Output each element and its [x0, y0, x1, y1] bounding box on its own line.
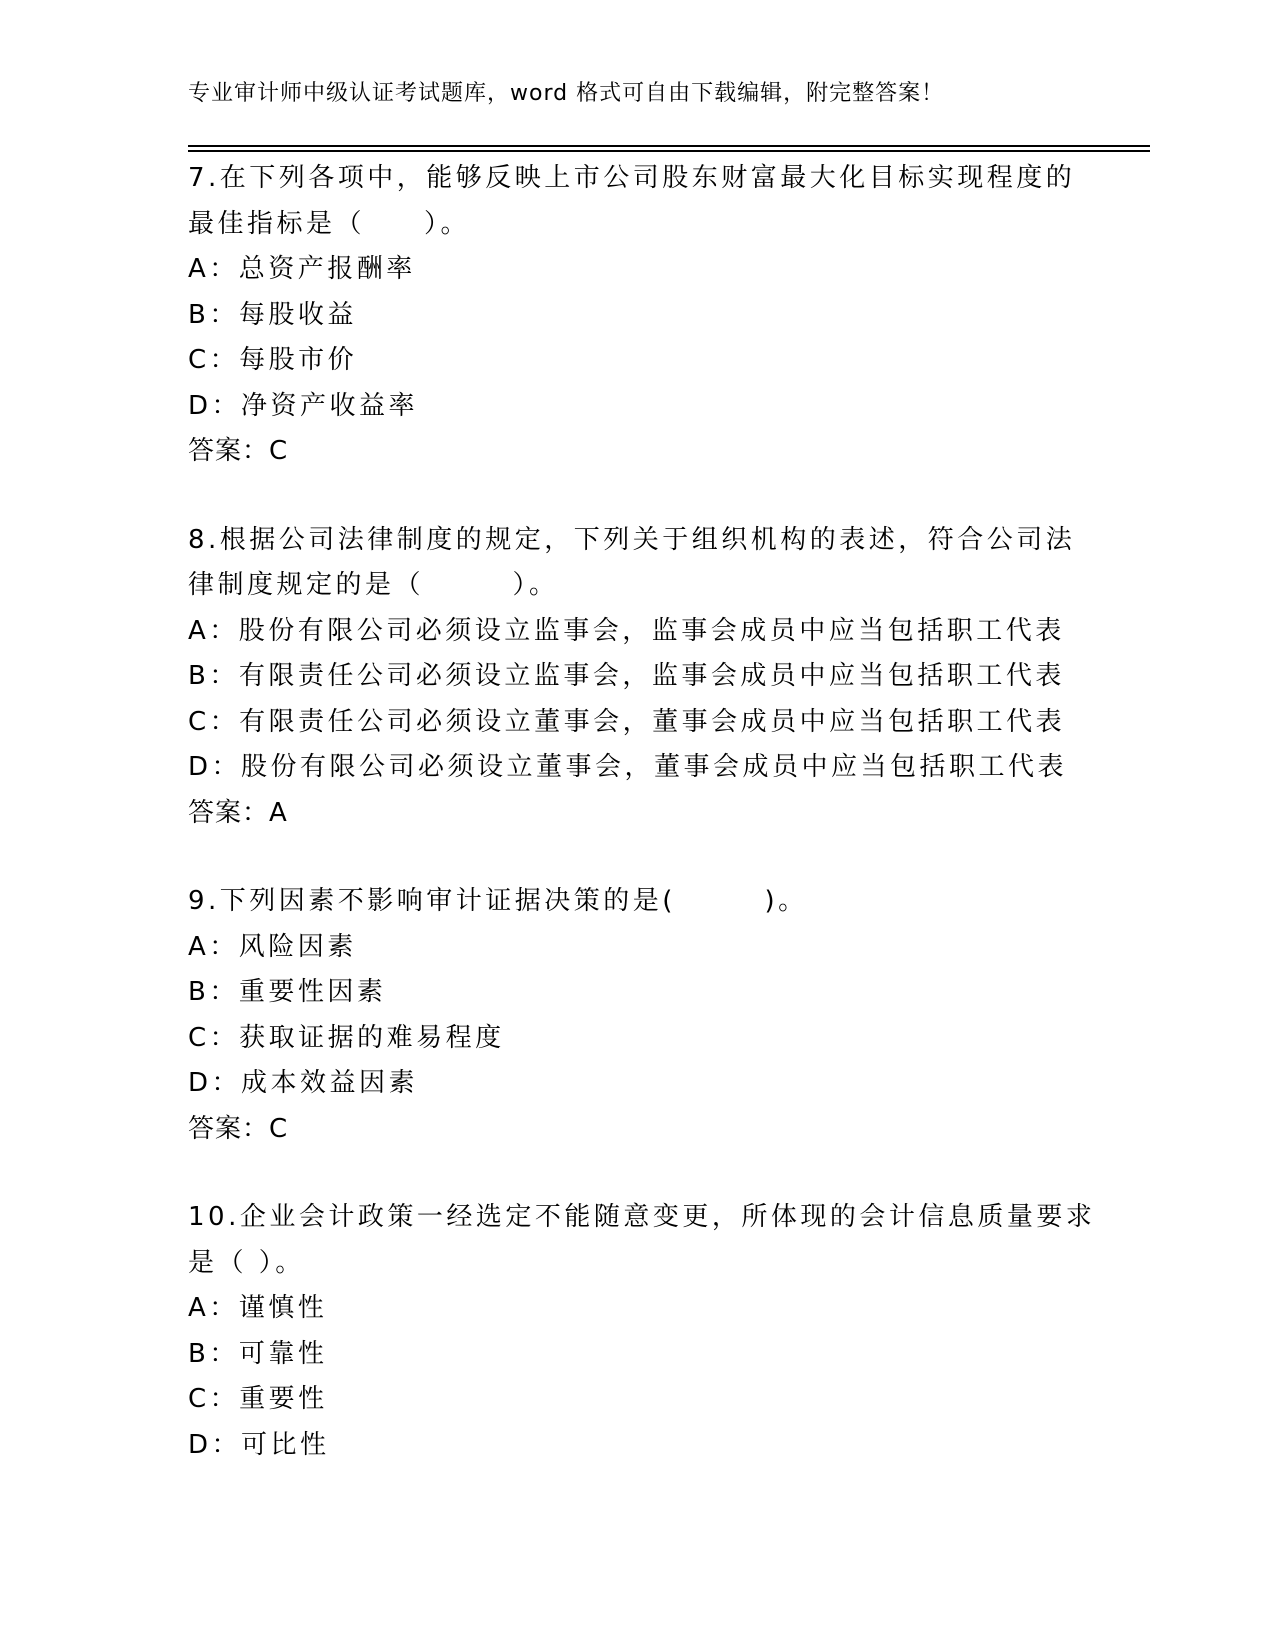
option-c: C：重要性 — [188, 1384, 328, 1414]
question-stem: 7.在下列各项中，能够反映上市公司股东财富最大化目标实现程度的 — [188, 163, 1076, 193]
option-a: A：总资产报酬率 — [188, 254, 416, 284]
answer-line: 答案：C — [188, 436, 289, 466]
question-stem: 是（ ）。 — [188, 1247, 305, 1278]
option-d: D：可比性 — [188, 1429, 330, 1460]
option-b: B：重要性因素 — [188, 977, 387, 1007]
header-rule-bottom — [188, 150, 1150, 152]
question-stem: 10.企业会计政策一经选定不能随意变更，所体现的会计信息质量要求 — [188, 1202, 1096, 1232]
question-block — [188, 1195, 1096, 1468]
answer-line: 答案：C — [188, 1113, 289, 1144]
option-b: B：可靠性 — [188, 1338, 328, 1369]
question-block — [188, 879, 1088, 1152]
header-rule-top — [188, 145, 1150, 147]
page-header: 专业审计师中级认证考试题库，word 格式可自由下载编辑，附完整答案！ — [188, 81, 945, 106]
option-c: C：获取证据的难易程度 — [188, 1022, 505, 1053]
option-a: A：风险因素 — [188, 931, 357, 962]
question-stem: 9.下列因素不影响审计证据决策的是( )。 — [188, 886, 808, 916]
question-stem: 8.根据公司法律制度的规定，下列关于组织机构的表述，符合公司法 — [188, 524, 1076, 555]
option-a: A：股份有限公司必须设立监事会，监事会成员中应当包括职工代表 — [188, 615, 1065, 646]
option-b: B：有限责任公司必须设立监事会，监事会成员中应当包括职工代表 — [188, 661, 1065, 691]
option-c: C：有限责任公司必须设立董事会，董事会成员中应当包括职工代表 — [188, 706, 1066, 737]
option-d: D：成本效益因素 — [188, 1068, 419, 1098]
option-d: D：股份有限公司必须设立董事会，董事会成员中应当包括职工代表 — [188, 752, 1068, 782]
option-a: A：谨慎性 — [188, 1293, 328, 1323]
answer-line: 答案：A — [188, 797, 288, 828]
option-c: C：每股市价 — [188, 345, 358, 375]
question-block — [188, 518, 1088, 837]
question-list — [188, 156, 1096, 1511]
question-stem: 律制度规定的是（ ）。 — [188, 570, 559, 600]
option-d: D：净资产收益率 — [188, 390, 419, 421]
option-b: B：每股收益 — [188, 299, 357, 330]
question-block — [188, 156, 1088, 475]
question-stem: 最佳指标是（ ）。 — [188, 208, 471, 239]
